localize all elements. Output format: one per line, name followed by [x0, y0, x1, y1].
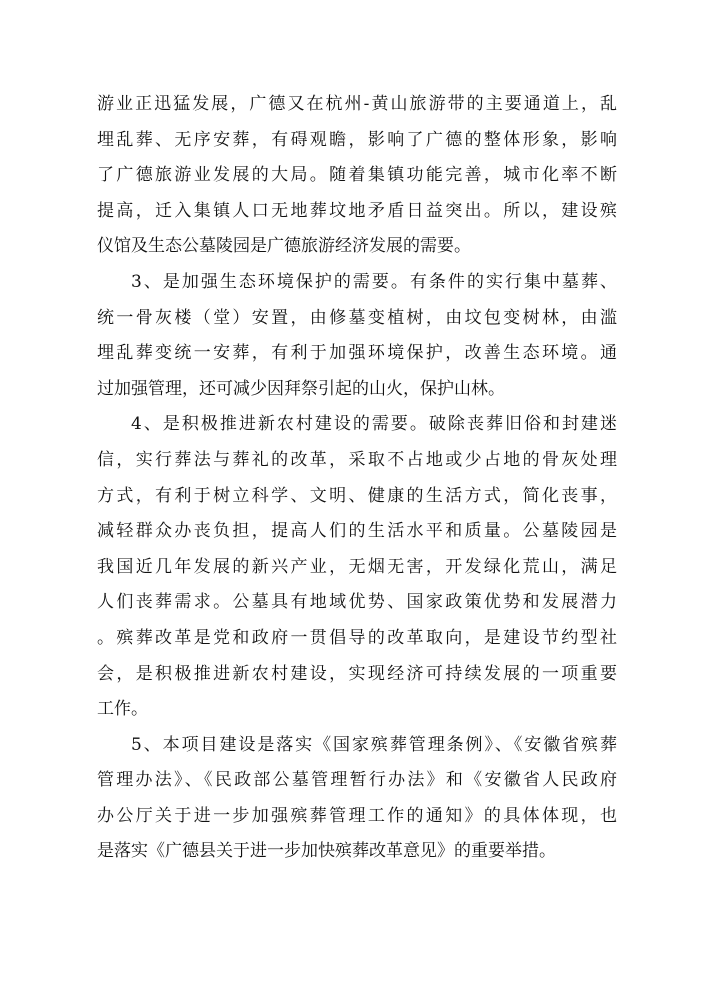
paragraph-line: 过加强管理，还可减少因拜祭引起的山火，保护山林。 [97, 378, 505, 399]
paragraph-line: 我国近几年发展的新兴产业，无烟无害，开发绿化荒山，满足 [97, 556, 617, 577]
paragraph-line: 了广德旅游业发展的大局。随着集镇功能完善，城市化率不断 [97, 165, 617, 186]
paragraph-4-first-line: 4、是积极推进新农村建设的需要。破除丧葬旧俗和封建迷 [131, 414, 617, 435]
paragraph-line: 减轻群众办丧负担，提高人们的生活水平和质量。公墓陵园是 [97, 521, 617, 542]
paragraph-line: 管理办法》、《民政部公墓管理暂行办法》和《安徽省人民政府 [97, 770, 617, 791]
paragraph-line: 。殡葬改革是党和政府一贯倡导的改革取向，是建设节约型社 [97, 627, 617, 648]
paragraph-line: 会，是积极推进新农村建设，实现经济可持续发展的一项重要 [97, 663, 617, 684]
paragraph-line: 游业正迅猛发展，广德又在杭州-黄山旅游带的主要通道上，乱 [97, 94, 617, 114]
paragraph-line: 工作。 [97, 699, 148, 720]
paragraph-line: 信，实行葬法与葬礼的改革，采取不占地或少占地的骨灰处理 [97, 449, 617, 470]
paragraph-3-first-line: 3、是加强生态环境保护的需要。有条件的实行集中墓葬、 [131, 271, 617, 292]
paragraph-line: 埋乱葬、无序安葬，有碍观瞻，影响了广德的整体形象，影响 [97, 129, 617, 150]
paragraph-5-first-line: 5、本项目建设是落实《国家殡葬管理条例》、《安徽省殡葬 [131, 734, 617, 755]
paragraph-line: 提高，迁入集镇人口无地葬坟地矛盾日益突出。所以，建设殡 [97, 200, 617, 221]
paragraph-line: 方式，有利于树立科学、文明、健康的生活方式，简化丧事， [97, 485, 617, 506]
paragraph-line: 人们丧葬需求。公墓具有地域优势、国家政策优势和发展潜力 [97, 592, 617, 613]
paragraph-line: 埋乱葬变统一安葬，有利于加强环境保护，改善生态环境。通 [97, 343, 617, 364]
paragraph-line: 统一骨灰楼（堂）安置，由修墓变植树，由坟包变树林，由滥 [97, 307, 617, 328]
paragraph-line: 办公厅关于进一步加强殡葬管理工作的通知》的具体体现，也 [97, 805, 617, 826]
paragraph-line: 是落实《广德县关于进一步加快殡葬改革意见》的重要举措。 [97, 841, 556, 862]
paragraph-line: 仪馆及生态公墓陵园是广德旅游经济发展的需要。 [97, 236, 471, 257]
document-body [97, 87, 617, 870]
